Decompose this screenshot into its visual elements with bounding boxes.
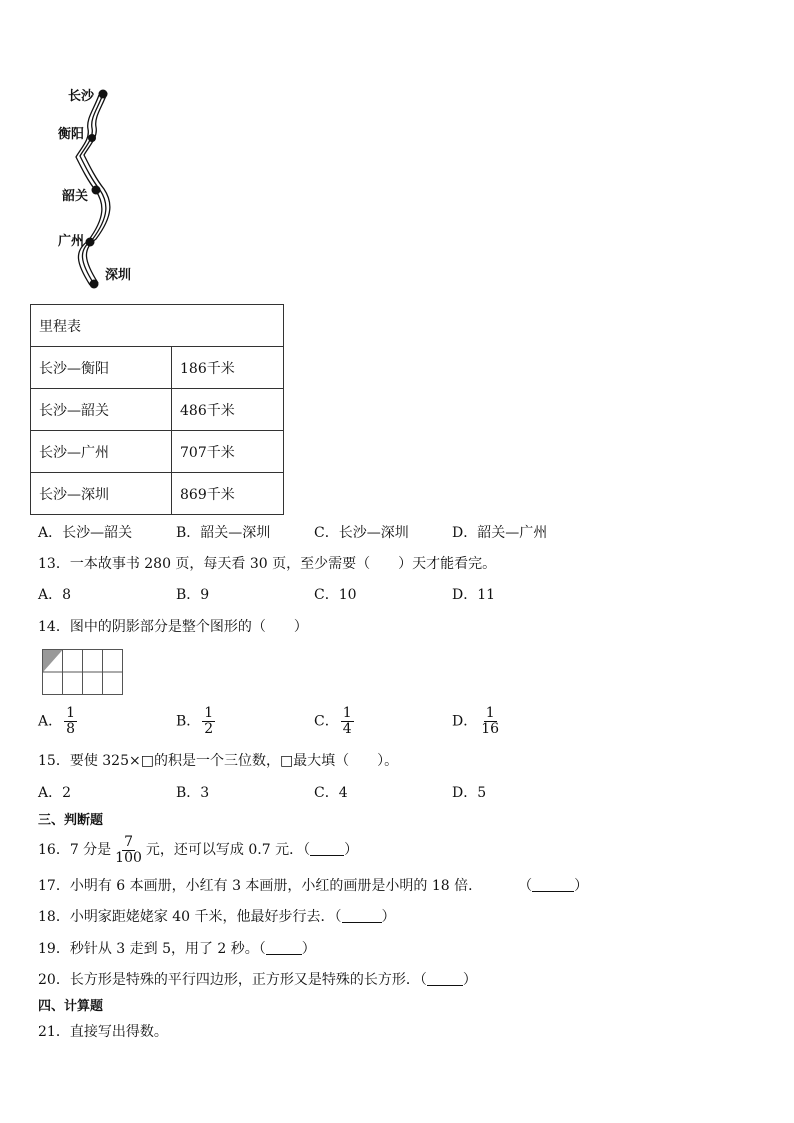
distance-cell: 486千米	[172, 389, 284, 431]
q15-option-a[interactable]: A．2	[38, 785, 72, 801]
q15-text: 15．要使 325×□的积是一个三位数，□最大填（ ）。	[38, 753, 399, 769]
route-cell: 长沙—韶关	[31, 389, 172, 431]
q15-option-b[interactable]: B．3	[176, 785, 210, 801]
route-cell: 长沙—深圳	[31, 473, 172, 515]
q19-text: 19．秒针从 3 走到 5，用了 2 秒。（	[38, 941, 266, 957]
q13-option-b[interactable]: B．9	[176, 587, 210, 603]
q13-option-a[interactable]: A．8	[38, 587, 72, 603]
q14-text: 14．图中的阴影部分是整个图形的（ ）	[38, 619, 308, 635]
mileage-table	[30, 304, 284, 515]
q19-line: 19．秒针从 3 走到 5，用了 2 秒。（ ）	[38, 941, 316, 957]
q14-option-c[interactable]	[314, 706, 356, 737]
option-letter: C．	[314, 713, 339, 730]
table-row	[31, 473, 284, 515]
distance-cell: 186千米	[172, 347, 284, 389]
q14-option-a[interactable]	[38, 706, 79, 737]
city-label-hengyang: 衡阳	[58, 127, 85, 142]
section-4-title: 四、计算题	[38, 999, 104, 1014]
q13-text: 13．一本故事书 280 页，每天看 30 页，至少需要（ ）天才能看完。	[38, 556, 497, 572]
q18-text: 18．小明家距姥姥家 40 千米，他最好步行去．（	[38, 909, 342, 925]
city-label-shaoguan: 韶关	[62, 189, 89, 204]
distance-cell: 869千米	[172, 473, 284, 515]
q13-option-c[interactable]: C．10	[314, 587, 357, 603]
route-cell: 长沙—广州	[31, 431, 172, 473]
q16-fraction: $\frac{7}{100}$	[115, 833, 142, 866]
shaded-triangle	[43, 650, 63, 672]
q16-pre: 16．7 分是	[38, 842, 112, 858]
fraction: $\frac{1}{4}$	[342, 705, 352, 737]
q16-answer-blank[interactable]	[310, 843, 344, 856]
q14-option-b[interactable]	[176, 706, 217, 737]
q14-grid-figure	[42, 649, 124, 700]
q12-option-a[interactable]: A．长沙—韶关	[38, 525, 133, 541]
table-row	[31, 389, 284, 431]
shenzhen-dot	[90, 280, 99, 289]
q21-text: 21．直接写出得数。	[38, 1024, 168, 1040]
fraction: $\frac{1}{2}$	[204, 705, 214, 737]
q13-option-d[interactable]: D．11	[452, 587, 496, 603]
city-label-guangzhou: 广州	[58, 234, 85, 249]
q20-line: 20．长方形是特殊的平行四边形，正方形又是特殊的长方形．（ ）	[38, 972, 477, 988]
shaoguan-dot	[92, 186, 101, 195]
hengyang-dot	[88, 134, 96, 142]
distance-cell: 707千米	[172, 431, 284, 473]
q14-option-d[interactable]	[452, 706, 503, 737]
route-cell: 长沙—衡阳	[31, 347, 172, 389]
q12-option-d[interactable]: D．韶关—广州	[452, 525, 548, 541]
section-3-title: 三、判断题	[38, 813, 104, 828]
q15-option-c[interactable]: C．4	[314, 785, 348, 801]
q15-option-d[interactable]: D．5	[452, 785, 487, 801]
q20-answer-blank[interactable]	[427, 973, 463, 986]
q16-post: 元，还可以写成 0.7 元．（	[145, 842, 311, 858]
q17-text: 17．小明有 6 本画册，小红有 3 本画册，小红的画册是小明的 18 倍．	[38, 878, 483, 894]
option-letter: B．	[176, 713, 201, 730]
q12-option-b[interactable]: B．韶关—深圳	[176, 525, 271, 541]
guangzhou-dot	[86, 238, 95, 247]
fraction: $\frac{1}{16}$	[481, 705, 500, 737]
city-label-shenzhen: 深圳	[105, 268, 132, 283]
table-title-row	[31, 305, 284, 347]
q12-option-c[interactable]: C．长沙—深圳	[314, 525, 409, 541]
q19-answer-blank[interactable]	[266, 942, 302, 955]
fraction: $\frac{1}{8}$	[66, 705, 76, 737]
q18-line: 18．小明家距姥姥家 40 千米，他最好步行去．（ ）	[38, 909, 396, 925]
table-row	[31, 347, 284, 389]
q16-line: 16．7 分是 $\frac{7}{100}$ 元，还可以写成 0.7 元．（ ）	[38, 833, 359, 866]
table-row	[31, 431, 284, 473]
q20-text: 20．长方形是特殊的平行四边形，正方形又是特殊的长方形．（	[38, 972, 427, 988]
q17-line: 17．小明有 6 本画册，小红有 3 本画册，小红的画册是小明的 18 倍． （ ）	[38, 878, 589, 894]
q17-answer-blank[interactable]	[532, 879, 574, 892]
city-label-changsha: 长沙	[68, 89, 95, 104]
grid-figure	[42, 649, 124, 696]
q18-answer-blank[interactable]	[342, 910, 382, 923]
changsha-dot	[99, 90, 108, 99]
table-title: 里程表	[31, 305, 284, 347]
option-letter: D．	[452, 713, 478, 730]
option-letter: A．	[38, 713, 63, 730]
